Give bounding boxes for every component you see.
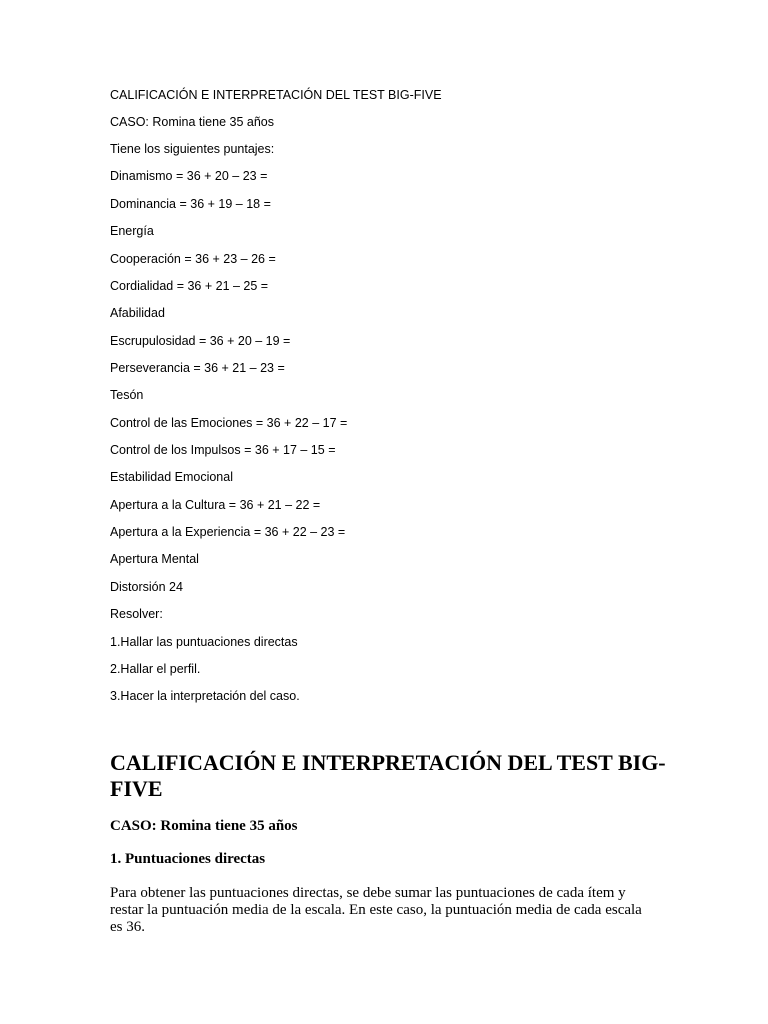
worksheet-intro: Tiene los siguientes puntajes: — [110, 142, 275, 156]
factor-estabilidad-emocional: Estabilidad Emocional — [110, 470, 233, 484]
score-line-apertura-cultura: Apertura a la Cultura = 36 + 21 – 22 = — [110, 498, 321, 512]
score-line-control-impulsos: Control de los Impulsos = 36 + 17 – 15 = — [110, 443, 336, 457]
score-line-cordialidad: Cordialidad = 36 + 21 – 25 = — [110, 279, 269, 293]
worksheet-case: CASO: Romina tiene 35 años — [110, 115, 274, 129]
factor-teson: Tesón — [110, 388, 144, 402]
score-line-dinamismo: Dinamismo = 36 + 20 – 23 = — [110, 169, 268, 183]
distorsion-line: Distorsión 24 — [110, 580, 183, 594]
section-1-text: Para obtener las puntuaciones directas, se debe sumar las puntuaciones de cada ítem y restar la puntuación media de la escala. En este caso, la puntuación media de cada escala es 36. — [110, 885, 642, 935]
factor-afabilidad: Afabilidad — [110, 306, 165, 320]
worksheet-title: CALIFICACIÓN E INTERPRETACIÓN DEL TEST BIG-FIVE — [110, 88, 442, 102]
score-line-perseverancia: Perseverancia = 36 + 21 – 23 = — [110, 361, 285, 375]
section-1-title: 1. Puntuaciones directas — [110, 851, 266, 867]
score-line-dominancia: Dominancia = 36 + 19 – 18 = — [110, 197, 271, 211]
factor-energia: Energía — [110, 224, 154, 238]
score-line-apertura-experiencia: Apertura a la Experiencia = 36 + 22 – 23 = — [110, 525, 346, 539]
answer-case: CASO: Romina tiene 35 años — [110, 818, 298, 834]
score-line-escrupulosidad: Escrupulosidad = 36 + 20 – 19 = — [110, 334, 291, 348]
factor-apertura-mental: Apertura Mental — [110, 552, 199, 566]
task-item-3: 3.Hacer la interpretación del caso. — [110, 689, 300, 703]
task-item-1: 1.Hallar las puntuaciones directas — [110, 635, 298, 649]
answer-heading: CALIFICACIÓN E INTERPRETACIÓN DEL TEST BIG-FIVE — [110, 750, 666, 801]
task-item-2: 2.Hallar el perfil. — [110, 662, 201, 676]
resolver-label: Resolver: — [110, 607, 163, 621]
score-line-control-emociones: Control de las Emociones = 36 + 22 – 17 = — [110, 416, 348, 430]
score-line-cooperacion: Cooperación = 36 + 23 – 26 = — [110, 252, 276, 266]
